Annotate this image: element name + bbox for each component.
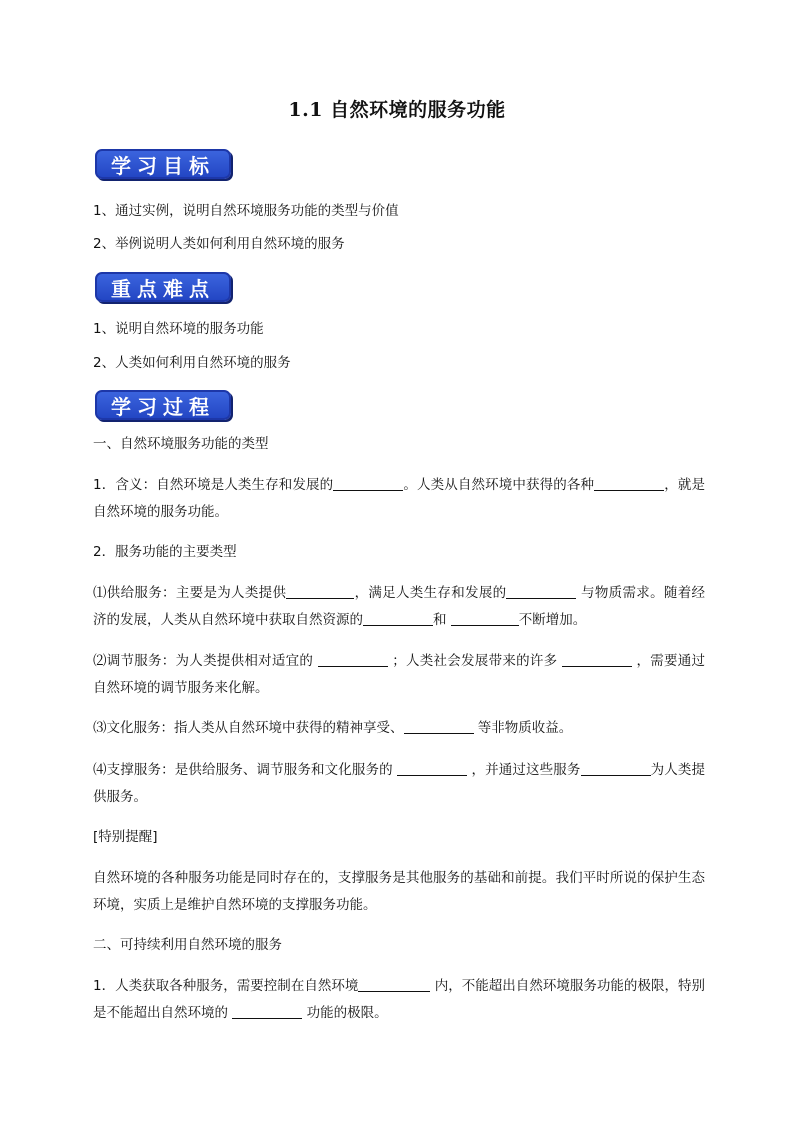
page-title: 1.1 自然环境的服务功能 <box>288 99 506 121</box>
text: 等非物质收益。 <box>473 720 573 736</box>
key-point-item: 2、人类如何利用自然环境的服务 <box>93 355 291 371</box>
text: 功能的极限。 <box>302 1005 388 1021</box>
text: ，满足人类生存和发展的 <box>354 585 507 601</box>
key-point-item: 1、说明自然环境的服务功能 <box>93 321 264 337</box>
text: 和 <box>433 612 451 628</box>
sustainable-use-paragraph <box>93 973 705 1027</box>
fill-blank[interactable] <box>286 583 354 599</box>
fill-blank[interactable] <box>581 760 651 776</box>
fill-blank[interactable] <box>358 976 430 992</box>
text: 内，不能超出自然环境服务功能的极限，特别是不能超出自然环境的 <box>93 978 706 1021</box>
section-heading-sustainable: 二、可持续利用自然环境的服务 <box>93 937 282 953</box>
text: ⑷支撑服务：是供给服务、调节服务和文化服务的 <box>93 762 398 778</box>
regulating-service-paragraph <box>93 648 705 702</box>
fill-blank[interactable] <box>506 583 576 599</box>
section-heading-main-types: 2．服务功能的主要类型 <box>93 544 237 560</box>
goal-item: 2、举例说明人类如何利用自然环境的服务 <box>93 236 345 252</box>
text: ，需要通过自然环境的调节服务来化解。 <box>93 653 706 696</box>
fill-blank[interactable] <box>451 610 519 626</box>
special-reminder-text: 自然环境的各种服务功能是同时存在的，支撑服务是其他服务的基础和前提。我们平时所说的保护生态环境，实质上是维护自然环境的支撑服务功能。 <box>93 870 705 913</box>
special-reminder-label: [特别提醒] <box>93 829 158 845</box>
text: 与物质需求。随着经济的发展，人类从自然环境中获取自然资源的 <box>93 585 705 628</box>
learning-process-badge: 学习过程 <box>95 390 231 420</box>
fill-blank[interactable] <box>562 651 632 667</box>
text: ⑶文化服务：指人类从自然环境中获得的精神享受、 <box>93 720 404 736</box>
fill-blank[interactable] <box>404 718 474 734</box>
text: 不断增加。 <box>518 612 587 628</box>
text: 。人类从自然环境中获得的各种 <box>403 477 595 493</box>
fill-blank[interactable] <box>333 475 403 491</box>
text: ，并通过这些服务 <box>467 762 581 778</box>
goal-item: 1、通过实例，说明自然环境服务功能的类型与价值 <box>93 203 399 219</box>
learning-goals-badge: 学习目标 <box>95 149 231 179</box>
text: 1．人类获取各种服务，需要控制在自然环境 <box>93 978 359 994</box>
cultural-service-paragraph <box>93 715 705 742</box>
fill-blank[interactable] <box>594 475 664 491</box>
fill-blank[interactable] <box>318 651 388 667</box>
fill-blank[interactable] <box>232 1003 302 1019</box>
supporting-service-paragraph <box>93 757 705 811</box>
key-points-badge: 重点难点 <box>95 272 231 302</box>
text: 1．含义：自然环境是人类生存和发展的 <box>93 477 334 493</box>
definition-paragraph <box>93 472 705 526</box>
text: 为人类提供服务。 <box>93 762 706 805</box>
section-heading-types: 一、自然环境服务功能的类型 <box>93 436 269 452</box>
text: ，就是自然环境的服务功能。 <box>93 477 706 520</box>
fill-blank[interactable] <box>363 610 433 626</box>
text: ⑴供给服务：主要是为人类提供 <box>93 585 287 601</box>
supply-service-paragraph <box>93 580 705 634</box>
text: ；人类社会发展带来的许多 <box>387 653 562 669</box>
fill-blank[interactable] <box>397 760 467 776</box>
text: ⑵调节服务：为人类提供相对适宜的 <box>93 653 318 669</box>
